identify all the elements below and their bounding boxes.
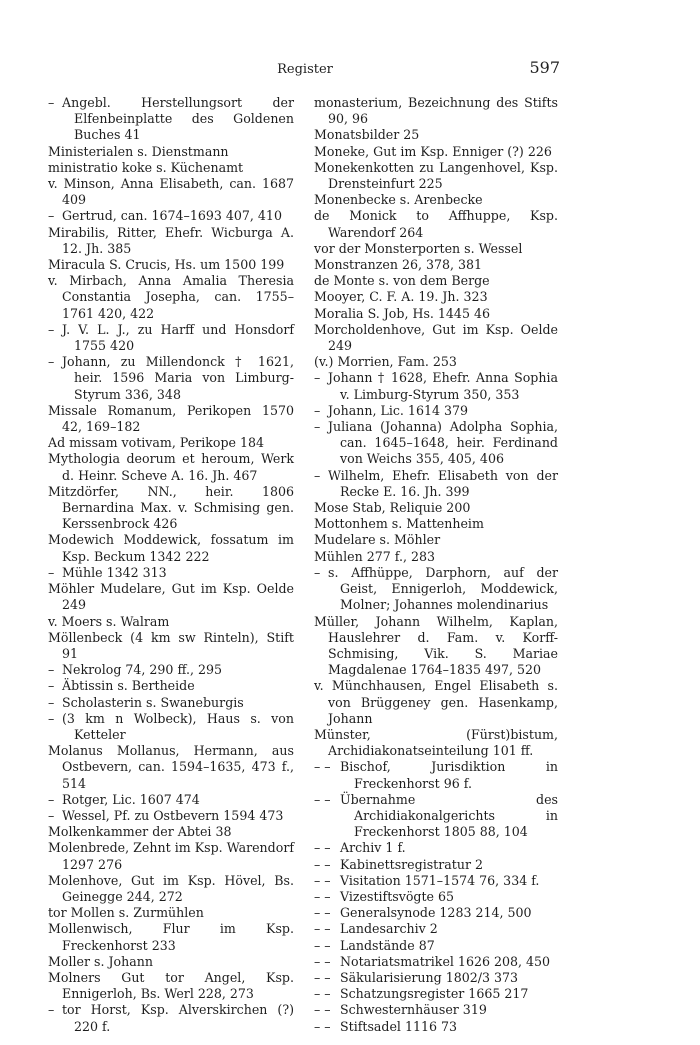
entry-dash: – – xyxy=(314,937,331,953)
entry-text: Münster, (Fürst)bistum, Archidiakonatseinteilung 101 ff. xyxy=(314,726,558,759)
index-entry xyxy=(314,857,558,873)
index-entry xyxy=(314,970,558,986)
index-entry xyxy=(48,208,294,224)
entry-text: (3 km n Wolbeck), Haus s. von Ketteler xyxy=(62,710,294,742)
index-entry xyxy=(48,614,294,630)
entry-text: Nekrolog 74, 290 ff., 295 xyxy=(62,662,222,678)
entry-dash: – xyxy=(48,710,55,726)
index-entry xyxy=(314,986,558,1002)
index-entry xyxy=(48,630,294,662)
index-entry xyxy=(48,95,294,144)
index-entry xyxy=(48,273,294,322)
entry-text: Landesarchiv 2 xyxy=(340,921,438,937)
entry-text: Visitation 1571–1574 76, 334 f. xyxy=(340,872,540,888)
entry-text: Übernahme des Archidiakonalgerichts in Freckenhorst 1805 88, 104 xyxy=(340,791,558,840)
entry-text: Miracula S. Crucis, Hs. um 1500 199 xyxy=(48,257,285,273)
entry-text: Mudelare s. Möhler xyxy=(314,532,441,548)
entry-text: Monatsbilder 25 xyxy=(314,127,420,143)
entry-text: Mitzdörfer, NN., heir. 1806 Bernardina Max. v. Schmising gen. Kerssenbrock 426 xyxy=(48,483,294,532)
entry-text: Scholasterin s. Swaneburgis xyxy=(62,694,244,710)
entry-text: Mühlen 277 f., 283 xyxy=(314,548,436,564)
entry-text: J. V. L. J., zu Harff und Honsdorf 1755 420 xyxy=(62,321,294,354)
entry-dash: – xyxy=(314,370,321,386)
index-entry xyxy=(48,678,294,694)
entry-text: Molenbrede, Zehnt im Ksp. Warendorf 1297 276 xyxy=(48,840,294,872)
entry-dash: – xyxy=(48,694,55,710)
index-entry xyxy=(48,921,294,953)
index-entry xyxy=(314,1019,558,1035)
index-entry xyxy=(48,225,294,257)
index-entry xyxy=(48,322,294,354)
entry-dash: – xyxy=(48,95,55,110)
index-entry xyxy=(314,289,558,305)
entry-text: Monstranzen 26, 378, 381 xyxy=(314,257,483,273)
entry-dash: – xyxy=(48,208,55,224)
entry-text: Missale Romanum, Perikopen 1570 42, 169–182 xyxy=(48,402,294,435)
index-entry xyxy=(48,792,294,808)
entry-text: Archiv 1 f. xyxy=(340,840,406,856)
entry-text: Modewich Moddewick, fossatum im Ksp. Beckum 1342 222 xyxy=(48,532,294,564)
entry-text: Müller, Johann Wilhelm, Kaplan, Hauslehrer d. Fam. v. Korff-Schmising, Vik. S. Mariae Magdalenae 1764–1835 497, 520 xyxy=(314,613,558,678)
entry-dash: – – xyxy=(314,1018,331,1034)
index-entry xyxy=(48,695,294,711)
entry-dash: – – xyxy=(314,888,331,904)
entry-text: Schwesternhäuser 319 xyxy=(340,1002,487,1018)
entry-dash: – xyxy=(48,1002,55,1018)
entry-text: Angebl. Herstellungsort der Elfenbeinplatte des Goldenen Buches 41 xyxy=(62,95,294,143)
index-entry xyxy=(48,873,294,905)
entry-dash: – xyxy=(314,564,321,580)
index-entry xyxy=(314,840,558,856)
index-entry xyxy=(314,565,558,614)
entry-dash: – – xyxy=(314,856,331,872)
entry-dash: – – xyxy=(314,759,331,775)
entry-dash: – xyxy=(48,678,55,694)
entry-dash: – – xyxy=(314,872,331,888)
index-entry xyxy=(48,581,294,613)
index-entry xyxy=(314,905,558,921)
index-entry xyxy=(314,273,558,289)
index-entry xyxy=(48,435,294,451)
index-column-right xyxy=(314,95,558,1035)
entry-dash: – – xyxy=(314,905,331,921)
entry-text: Gertrud, can. 1674–1693 407, 410 xyxy=(62,208,282,224)
entry-text: Kabinettsregistratur 2 xyxy=(340,856,483,872)
page-title: Register xyxy=(277,62,333,77)
entry-text: Molkenkammer der Abtei 38 xyxy=(48,824,232,840)
index-entry xyxy=(48,160,294,176)
entry-text: Wessel, Pf. zu Ostbevern 1594 473 xyxy=(62,807,284,823)
entry-dash: – xyxy=(314,402,321,418)
index-entry xyxy=(314,419,558,468)
index-entry xyxy=(314,241,558,257)
index-entry xyxy=(314,873,558,889)
index-entry xyxy=(314,306,558,322)
entry-text: Säkularisierung 1802/3 373 xyxy=(340,969,519,985)
entry-dash: – xyxy=(314,419,321,435)
entry-text: Stiftsadel 1116 73 xyxy=(340,1018,458,1034)
entry-text: Monekenkotten zu Langenhovel, Ksp. Drensteinfurt 225 xyxy=(314,159,558,192)
entry-text: tor Horst, Ksp. Alverskirchen (?) 220 f. xyxy=(62,1002,294,1034)
index-entry xyxy=(48,840,294,872)
entry-text: Morcholdenhove, Gut im Ksp. Oelde 249 xyxy=(314,321,558,354)
index-entry xyxy=(48,257,294,273)
entry-text: Mythologia deorum et heroum, Werk d. Heinr. Scheve A. 16. Jh. 467 xyxy=(48,451,294,483)
index-entry xyxy=(48,711,294,743)
entry-text: Mottonhem s. Mattenheim xyxy=(314,516,484,532)
entry-text: Mooyer, C. F. A. 19. Jh. 323 xyxy=(314,289,488,305)
entry-text: vor der Monsterporten s. Wessel xyxy=(314,240,523,256)
entry-text: ministratio koke s. Küchenamt xyxy=(48,159,244,175)
index-entry xyxy=(314,954,558,970)
entry-text: Johann † 1628, Ehefr. Anna Sophia v. Limburg-Styrum 350, 353 xyxy=(328,370,558,402)
index-entry xyxy=(48,808,294,824)
entry-text: Landstände 87 xyxy=(340,937,435,953)
index-entry xyxy=(48,354,294,403)
index-entry xyxy=(48,484,294,533)
index-entry xyxy=(48,565,294,581)
page-number: 597 xyxy=(529,58,560,77)
entry-text: Johann, Lic. 1614 379 xyxy=(328,402,469,418)
index-entry xyxy=(48,176,294,208)
index-entry xyxy=(314,759,558,791)
entry-dash: – – xyxy=(314,953,331,969)
entry-text: Ad missam votivam, Perikope 184 xyxy=(48,435,265,451)
entry-text: Johann, zu Millendonck † 1621, heir. 1596 Maria von Limburg-Styrum 336, 348 xyxy=(62,354,294,402)
index-entry xyxy=(48,532,294,564)
index-entry xyxy=(48,662,294,678)
index-entry xyxy=(314,144,558,160)
entry-text: Mollenwisch, Flur im Ksp. Freckenhorst 233 xyxy=(48,921,294,953)
entry-text: Moneke, Gut im Ksp. Enniger (?) 226 xyxy=(314,143,552,159)
index-entry xyxy=(314,549,558,565)
index-entry xyxy=(314,889,558,905)
entry-text: Molenhove, Gut im Ksp. Hövel, Bs. Geinegge 244, 272 xyxy=(48,872,294,904)
entry-dash: – – xyxy=(314,1002,331,1018)
index-entry xyxy=(314,532,558,548)
index-entry xyxy=(314,921,558,937)
entry-text: v. Münchhausen, Engel Elisabeth s. von Brüggeney gen. Hasenkamp, Johann xyxy=(314,678,558,726)
index-entry xyxy=(48,403,294,435)
entry-dash: – xyxy=(48,321,55,337)
entry-text: Molanus Mollanus, Hermann, aus Ostbevern, can. 1594–1635, 473 f., 514 xyxy=(48,743,294,791)
index-entry xyxy=(48,954,294,970)
entry-dash: – – xyxy=(314,969,331,985)
entry-dash: – – xyxy=(314,921,331,937)
entry-text: Wilhelm, Ehefr. Elisabeth von der Recke E. 16. Jh. 399 xyxy=(328,467,558,499)
index-entry xyxy=(314,370,558,402)
index-entry xyxy=(314,95,558,127)
entry-dash: – xyxy=(48,354,55,370)
index-entry xyxy=(48,1002,294,1034)
entry-text: Äbtissin s. Bertheide xyxy=(62,678,195,694)
entry-text: tor Mollen s. Zurmühlen xyxy=(48,905,204,921)
index-entry xyxy=(314,127,558,143)
entry-text: Juliana (Johanna) Adolpha Sophia, can. 1645–1648, heir. Ferdinand von Weichs 355, 405, 406 xyxy=(328,419,558,467)
index-entry xyxy=(48,743,294,792)
entry-text: (v.) Morrien, Fam. 253 xyxy=(314,354,457,370)
entry-dash: – – xyxy=(314,791,331,807)
entry-dash: – – xyxy=(314,840,331,856)
entry-dash: – xyxy=(48,564,55,580)
entry-dash: – – xyxy=(314,986,331,1002)
entry-text: v. Moers s. Walram xyxy=(48,613,170,629)
index-entry xyxy=(314,322,558,354)
entry-dash: – xyxy=(48,662,55,678)
index-entry xyxy=(314,192,558,208)
entry-text: Mühle 1342 313 xyxy=(62,564,167,580)
entry-text: de Monte s. von dem Berge xyxy=(314,273,490,289)
index-entry xyxy=(48,144,294,160)
index-entry xyxy=(314,208,558,240)
entry-text: s. Affhüppe, Darphorn, auf der Geist, Ennigerloh, Moddewick, Molner; Johannes molendinarius xyxy=(328,564,558,613)
entry-text: Bischof, Jurisdiktion in Freckenhorst 96 f. xyxy=(340,759,558,791)
entry-text: Moller s. Johann xyxy=(48,953,153,969)
entry-text: Notariatsmatrikel 1626 208, 450 xyxy=(340,953,551,969)
index-entry xyxy=(314,1002,558,1018)
index-entry xyxy=(314,160,558,192)
index-entry xyxy=(48,451,294,483)
running-head xyxy=(0,58,700,82)
entry-text: Monenbecke s. Arenbecke xyxy=(314,192,483,208)
entry-text: Generalsynode 1283 214, 500 xyxy=(340,905,532,921)
entry-dash: – xyxy=(314,467,321,483)
index-entry xyxy=(314,516,558,532)
entry-text: Molners Gut tor Angel, Ksp. Ennigerloh, Bs. Werl 228, 273 xyxy=(48,969,294,1002)
entry-text: Möllenbeck (4 km sw Rinteln), Stift 91 xyxy=(48,629,294,661)
entry-text: Rotger, Lic. 1607 474 xyxy=(62,791,200,807)
index-entry xyxy=(48,970,294,1002)
entry-text: Vizestiftsvögte 65 xyxy=(340,888,455,904)
entry-text: Ministerialen s. Dienstmann xyxy=(48,143,229,159)
entry-dash: – xyxy=(48,791,55,807)
entry-dash: – xyxy=(48,807,55,823)
index-entry xyxy=(48,905,294,921)
entry-text: Mirabilis, Ritter, Ehefr. Wicburga A. 12. Jh. 385 xyxy=(48,224,294,256)
entry-text: Möhler Mudelare, Gut im Ksp. Oelde 249 xyxy=(48,581,294,613)
entry-text: v. Mirbach, Anna Amalia Theresia Constantia Josepha, can. 1755–1761 420, 422 xyxy=(48,273,294,321)
index-entry xyxy=(314,500,558,516)
index-entry xyxy=(314,938,558,954)
entry-text: Schatzungsregister 1665 217 xyxy=(340,986,529,1002)
entry-text: monasterium, Bezeichnung des Stifts 90, 96 xyxy=(314,95,558,127)
index-entry xyxy=(48,824,294,840)
entry-text: de Monick to Affhuppe, Ksp. Warendorf 264 xyxy=(314,208,558,240)
entry-text: Moralia S. Job, Hs. 1445 46 xyxy=(314,305,490,321)
index-entry xyxy=(314,354,558,370)
index-entry xyxy=(314,614,558,679)
index-entry xyxy=(314,257,558,273)
entry-text: Mose Stab, Reliquie 200 xyxy=(314,500,471,516)
index-entry xyxy=(314,678,558,727)
index-column-left xyxy=(48,95,294,1035)
index-entry xyxy=(314,792,558,841)
entry-text: v. Minson, Anna Elisabeth, can. 1687 409 xyxy=(48,176,294,208)
index-entry xyxy=(314,727,558,759)
index-entry xyxy=(314,468,558,500)
index-entry xyxy=(314,403,558,419)
